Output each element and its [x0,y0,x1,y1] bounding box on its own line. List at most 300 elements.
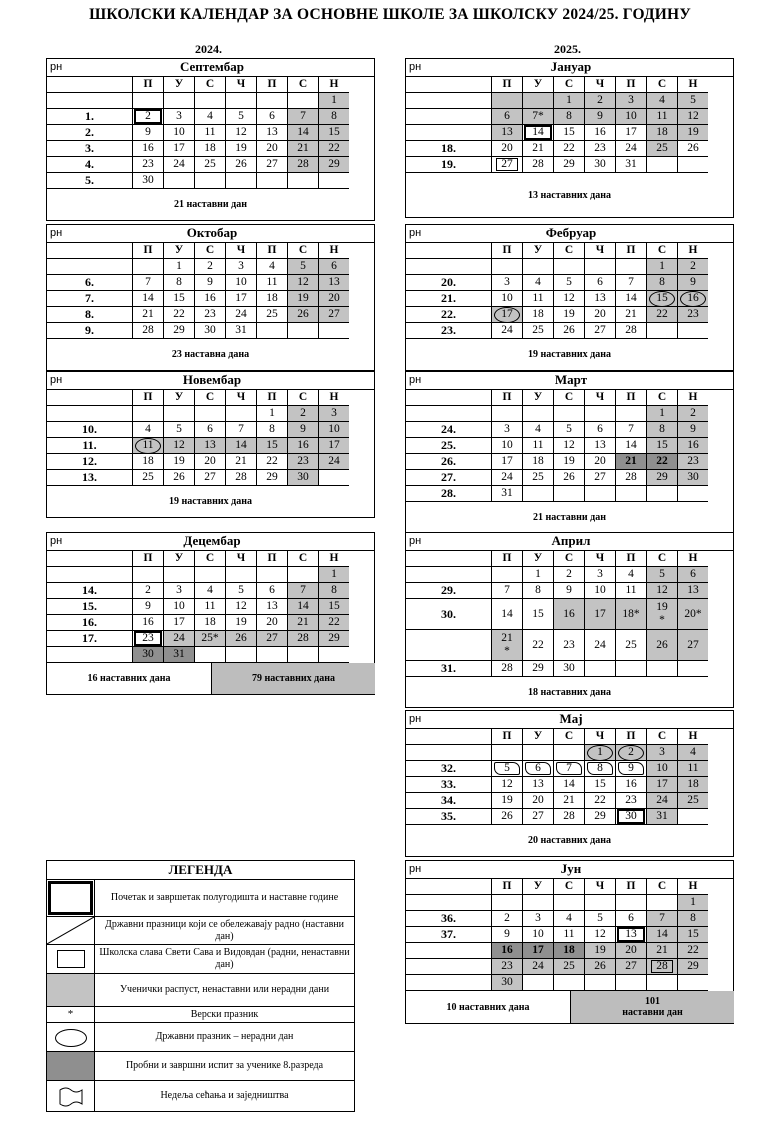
day-cell: 19 [491,793,522,809]
day-cell: 11 [646,109,677,125]
month-header [406,532,733,551]
day-cell: 3 [522,911,553,927]
day-header: С [646,390,677,406]
day-header-row [406,729,733,745]
day-header: С [646,243,677,259]
summary-line: 16 наставних дана [87,673,171,684]
day-cell: 7 [646,911,677,927]
day-header: У [163,77,194,93]
week-row [47,615,374,631]
week-number [406,745,491,761]
week-number: 37. [406,927,491,943]
day-cell: 16 [677,438,708,454]
week-row [47,454,374,470]
flag-icon [47,1081,95,1111]
month-header [47,224,374,243]
day-header: С [553,390,584,406]
week-number: 28. [406,486,491,502]
week-number: 18. [406,141,491,157]
day-cell [553,486,584,502]
day-cell: 15 [522,599,553,630]
day-header: С [194,243,225,259]
month-january [405,58,734,218]
day-cell: 28 [615,470,646,486]
month-name: Мај [559,711,583,726]
week-number: 5. [47,173,132,189]
day-header-row [47,551,374,567]
day-cell [318,470,349,486]
day-cell [318,647,349,663]
week-number: 27. [406,470,491,486]
day-cell: 12 [491,777,522,793]
week-number: 22. [406,307,491,323]
day-cell [491,630,522,661]
day-cell: 11 [615,583,646,599]
day-header: П [615,879,646,895]
rn-label: рн [409,374,422,386]
teaching-days-count [47,339,374,370]
day-cell [553,406,584,422]
day-cell [132,406,163,422]
day-header: У [522,390,553,406]
day-cell: 5 [677,93,708,109]
day-cell: 6 [677,567,708,583]
week-number-header [47,551,132,567]
month-header [47,371,374,390]
day-cell: 9 [553,583,584,599]
day-cell: 30 [132,173,163,189]
rn-label: рн [50,535,63,547]
day-cell: 20 [194,454,225,470]
day-cell: 29 [646,470,677,486]
day-cell [522,895,553,911]
summary-line: 19 наставних дана [528,349,611,360]
day-cell: 25 [677,793,708,809]
week-row [406,661,733,677]
day-cell: 8 [163,275,194,291]
day-cell [584,486,615,502]
day-cell: 25 [553,959,584,975]
day-cell: 11 [194,599,225,615]
day-cell: 18 [522,454,553,470]
teaching-days-count [211,663,375,694]
day-cell: 5 [553,422,584,438]
day-cell: 26 [553,470,584,486]
teaching-days-count [47,189,374,220]
day-header: У [522,729,553,745]
month-name: Јун [560,861,582,876]
day-header: С [287,390,318,406]
day-cell [132,259,163,275]
week-number-header [47,390,132,406]
week-number: 23. [406,323,491,339]
day-cell [646,661,677,677]
day-cell: 11 [553,927,584,943]
day-cell: 13 [256,125,287,141]
week-row [406,777,733,793]
day-cell: 20 [491,141,522,157]
day-header: С [646,879,677,895]
day-cell [522,745,553,761]
week-row [406,486,733,502]
day-header: У [522,551,553,567]
day-cell: 11 [522,438,553,454]
day-cell: 27 [256,631,287,647]
week-number-header [47,243,132,259]
day-cell [491,895,522,911]
day-cell: 16 [615,777,646,793]
week-number: 30. [406,599,491,630]
day-cell [491,745,522,761]
day-cell: 20 [522,793,553,809]
day-cell: 15 [318,599,349,615]
week-row [406,109,733,125]
week-row [406,125,733,141]
legend-text: Државни празници који се обележавају радно (наставни дан) [105,918,344,942]
day-cell [163,567,194,583]
day-cell [225,173,256,189]
day-cell: 20 [615,943,646,959]
day-cell: 27 [491,157,522,173]
day-cell: 10 [615,109,646,125]
day-header: Ч [584,551,615,567]
day-cell [584,259,615,275]
day-cell: 28 [522,157,553,173]
week-number-header [47,77,132,93]
day-cell: 9 [677,422,708,438]
day-cell: 18 [132,454,163,470]
day-cell: 11 [677,761,708,777]
day-header: С [287,77,318,93]
month-summary [406,677,733,707]
day-header: С [553,243,584,259]
week-number: 36. [406,911,491,927]
day-cell: 17 [491,454,522,470]
day-cell [584,406,615,422]
day-header-row [47,390,374,406]
day-header: Ч [225,243,256,259]
day-cell: 16 [491,943,522,959]
week-row [406,630,733,661]
week-row [47,647,374,663]
month-name: Новембар [182,372,242,387]
day-cell: 14 [615,291,646,307]
day-cell [522,259,553,275]
day-cell: 3 [646,745,677,761]
week-number: 11. [47,438,132,454]
week-row [406,259,733,275]
day-cell [646,599,677,630]
day-cell [491,93,522,109]
thinbox-icon [47,945,95,973]
week-row [406,761,733,777]
day-cell-line: 21 [501,632,513,644]
day-cell: 19 [553,454,584,470]
day-cell: 27 [522,809,553,825]
day-cell [318,173,349,189]
day-cell: 26 [225,157,256,173]
day-cell: 22 [256,454,287,470]
day-header: У [163,243,194,259]
summary-line: 101 [645,996,660,1007]
day-cell [318,323,349,339]
day-cell [132,93,163,109]
week-number-header [406,729,491,745]
day-cell: 13 [584,291,615,307]
day-cell [194,406,225,422]
day-cell-line: * [504,645,510,657]
legend-item [47,1081,354,1111]
day-cell: 25 [646,141,677,157]
week-row [47,438,374,454]
week-row [406,745,733,761]
day-header: П [256,551,287,567]
legend-item [47,917,354,945]
day-header: Ч [584,77,615,93]
day-cell: 4 [194,583,225,599]
day-header: П [491,77,522,93]
day-cell: 28 [287,157,318,173]
month-summary [47,663,374,694]
day-cell: 4 [522,422,553,438]
day-header: П [132,551,163,567]
day-cell: 21 [225,454,256,470]
day-header: П [491,729,522,745]
month-summary [47,339,374,370]
day-cell: 8 [318,583,349,599]
month-summary [47,189,374,220]
month-september [46,58,375,221]
day-cell: 9 [132,125,163,141]
day-cell: 14 [491,599,522,630]
day-cell: 3 [163,109,194,125]
day-cell [553,975,584,991]
day-header: С [553,77,584,93]
week-number [47,647,132,663]
day-cell: 1 [677,895,708,911]
day-cell: 25 [194,157,225,173]
day-cell: 4 [615,567,646,583]
week-number: 3. [47,141,132,157]
day-cell: 1 [646,259,677,275]
day-cell: 10 [584,583,615,599]
day-cell: 15 [584,777,615,793]
legend [46,860,355,1112]
day-cell: 26 [287,307,318,323]
day-cell: 2 [677,259,708,275]
day-cell: 2 [553,567,584,583]
day-cell: 10 [522,927,553,943]
month-summary [47,486,374,517]
day-cell [677,323,708,339]
week-row [47,173,374,189]
day-cell: 10 [646,761,677,777]
week-number: 25. [406,438,491,454]
day-cell: 11 [132,438,163,454]
day-cell [225,93,256,109]
day-cell: 27 [584,470,615,486]
day-header: С [287,243,318,259]
teaching-days-count [406,825,733,856]
day-cell: 22 [677,943,708,959]
week-row [406,959,733,975]
day-cell: 18 [553,943,584,959]
day-cell: 10 [491,438,522,454]
week-number: 7. [47,291,132,307]
week-row [47,307,374,323]
day-cell: 4 [553,911,584,927]
day-cell: 28 [225,470,256,486]
day-cell: 18 [522,307,553,323]
month-name: Април [551,533,591,548]
teaching-days-count [406,677,733,707]
day-cell: 18 [194,141,225,157]
day-cell: 18 [677,777,708,793]
day-cell [287,173,318,189]
day-cell [553,895,584,911]
week-row [47,599,374,615]
day-cell: 22 [584,793,615,809]
month-header [47,58,374,77]
week-row [47,291,374,307]
day-cell: 19 [225,141,256,157]
month-name: Октобар [186,225,238,240]
day-cell: 12 [584,927,615,943]
day-cell: 14 [287,125,318,141]
day-cell: 12 [287,275,318,291]
day-cell: 18 [194,615,225,631]
month-november [46,371,375,518]
day-cell: 29 [677,959,708,975]
day-cell: 19 [584,943,615,959]
day-cell: 6 [615,911,646,927]
week-number: 20. [406,275,491,291]
day-cell: 2 [132,583,163,599]
day-cell: 16 [132,615,163,631]
day-header: Н [318,390,349,406]
day-header: С [194,390,225,406]
day-cell [132,567,163,583]
week-row [47,583,374,599]
week-row [406,422,733,438]
day-header: С [553,551,584,567]
day-header-row [406,390,733,406]
day-header: Ч [225,390,256,406]
day-cell: 19 [225,615,256,631]
day-cell: 23 [287,454,318,470]
week-row [406,307,733,323]
day-cell [256,647,287,663]
day-cell: 23 [677,307,708,323]
day-header: Ч [584,729,615,745]
day-cell: 9 [287,422,318,438]
week-number [406,125,491,141]
day-cell: 4 [256,259,287,275]
year-2024-label: 2024. [195,42,222,56]
day-cell: 27 [194,470,225,486]
legend-text: Ученички распуст, ненаставни или нерадни дани [119,984,330,995]
day-cell [522,406,553,422]
day-cell: 1 [318,93,349,109]
day-cell [677,157,708,173]
teaching-days-count [406,502,733,533]
week-number: 19. [406,157,491,173]
day-cell: 14 [132,291,163,307]
rn-label: рн [409,227,422,239]
teaching-days-count [570,991,734,1023]
day-cell: 10 [163,125,194,141]
day-cell: 3 [584,567,615,583]
week-number-header [406,551,491,567]
day-cell: 29 [522,661,553,677]
day-header: У [522,77,553,93]
month-name: Децембар [183,533,241,548]
day-cell: 5 [287,259,318,275]
day-cell: 15 [677,927,708,943]
day-cell: 23 [553,630,584,661]
week-row [406,911,733,927]
day-cell [287,93,318,109]
day-cell: 31 [615,157,646,173]
day-cell: 20 [256,141,287,157]
month-header [47,532,374,551]
week-number: 10. [47,422,132,438]
summary-line: наставни дан [622,1007,683,1018]
summary-line: 19 наставних дана [169,496,252,507]
day-cell [287,647,318,663]
day-cell: 6 [522,761,553,777]
day-cell: 21 [287,141,318,157]
day-cell [287,567,318,583]
day-cell [615,975,646,991]
day-header-row [406,551,733,567]
month-march [405,371,734,534]
day-cell: 21 [287,615,318,631]
day-header: Н [677,390,708,406]
day-cell: 1 [163,259,194,275]
day-header: С [194,551,225,567]
day-cell: 25* [194,631,225,647]
week-row [406,470,733,486]
day-cell: 4 [646,93,677,109]
day-cell: 7 [287,109,318,125]
day-cell: 9 [677,275,708,291]
day-cell: 13 [677,583,708,599]
day-header: У [522,243,553,259]
day-cell: 17 [491,307,522,323]
day-cell: 14 [646,927,677,943]
day-cell: 19 [287,291,318,307]
day-cell: 5 [225,583,256,599]
day-header: Н [677,243,708,259]
day-cell: 15 [553,125,584,141]
day-cell: 22 [318,141,349,157]
day-cell [194,93,225,109]
day-cell: 9 [491,927,522,943]
week-number: 6. [47,275,132,291]
day-cell: 30 [553,661,584,677]
day-cell: 24 [318,454,349,470]
week-number: 15. [47,599,132,615]
day-cell: 8 [646,275,677,291]
week-number: 2. [47,125,132,141]
month-summary [406,339,733,370]
day-cell: 8 [318,109,349,125]
day-cell: 24 [491,323,522,339]
day-cell: 29 [318,631,349,647]
month-header [406,371,733,390]
week-number: 31. [406,661,491,677]
